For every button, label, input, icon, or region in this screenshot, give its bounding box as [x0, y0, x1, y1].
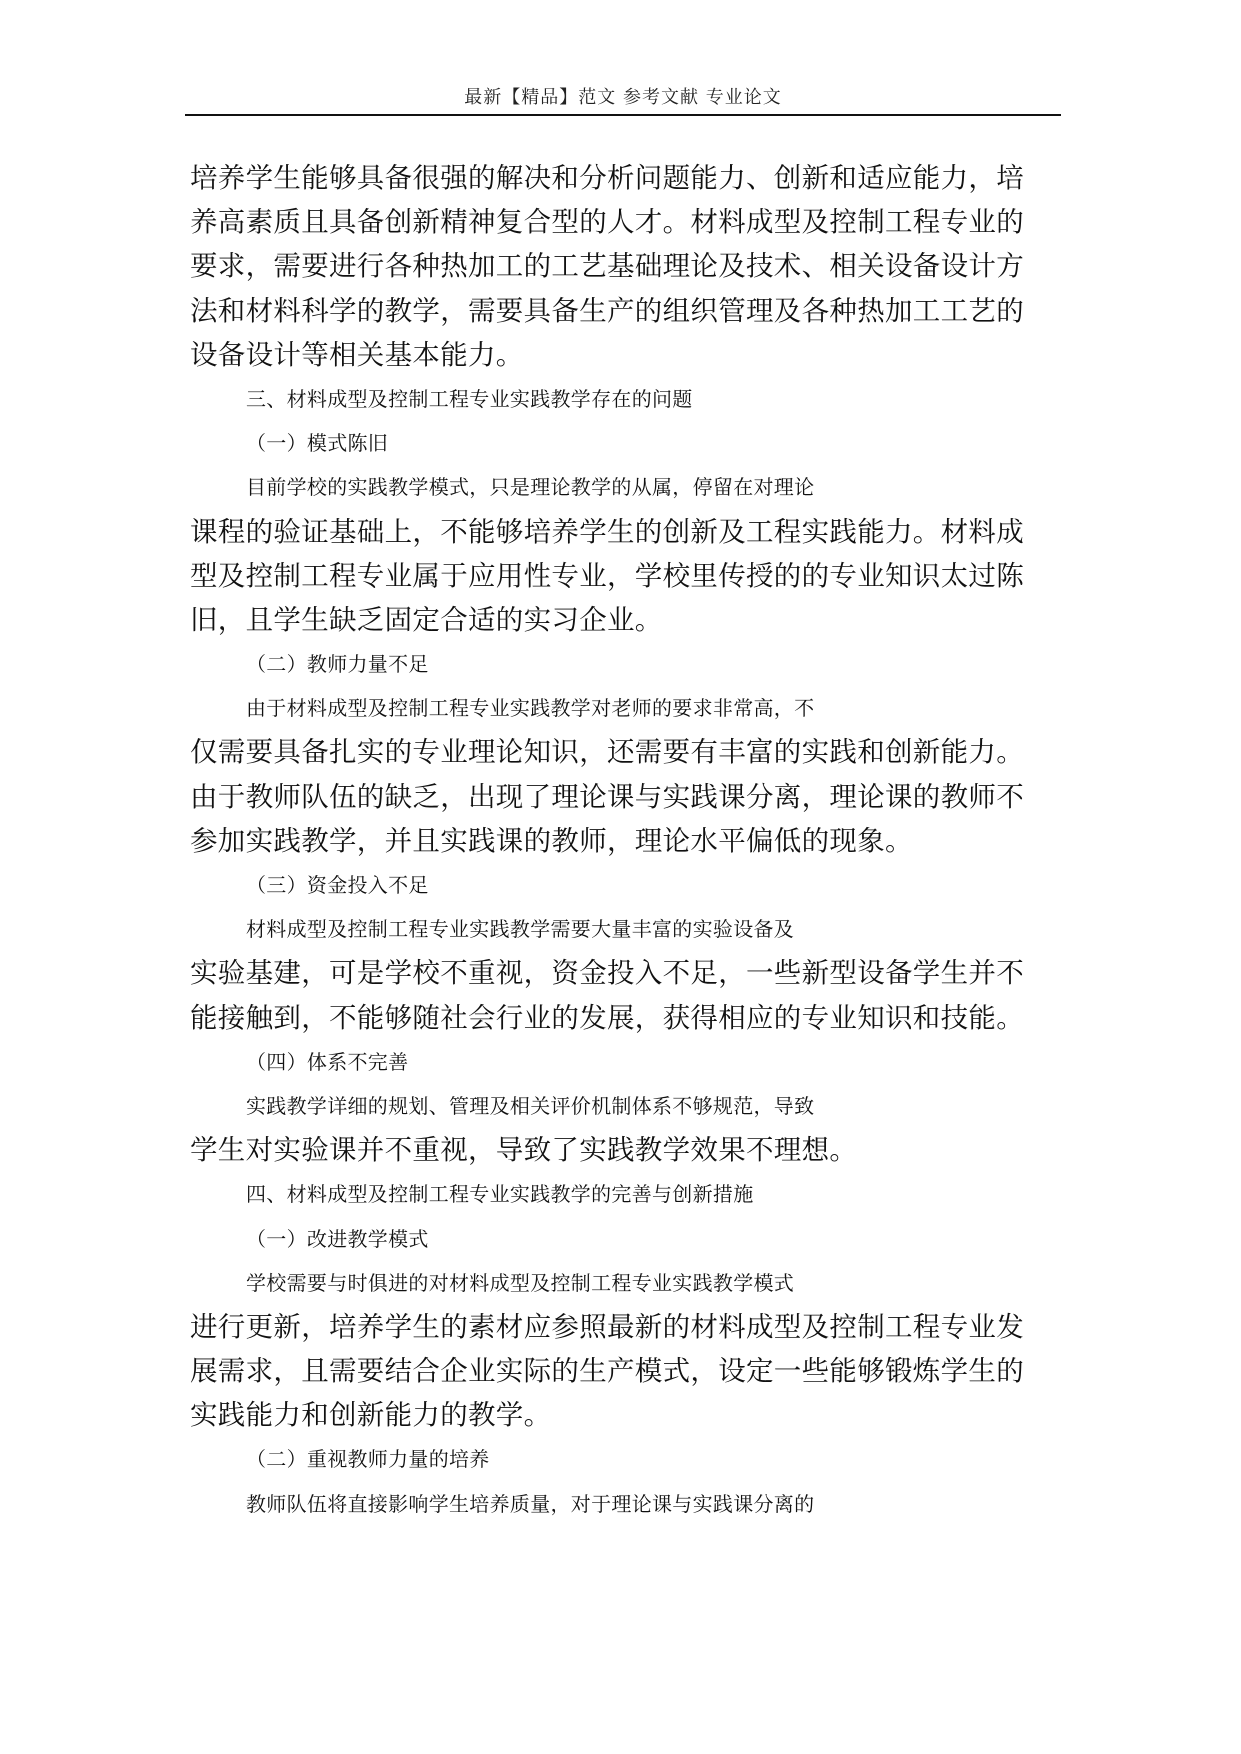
text-line: 由于教师队伍的缺乏，出现了理论课与实践课分离，理论课的教师不	[190, 780, 1024, 813]
page-header: 最新【精品】范文 参考文献 专业论文	[464, 87, 782, 108]
text-line: 由于材料成型及控制工程专业实践教学对老师的要求非常高，不	[246, 696, 815, 721]
text-line: （二）教师力量不足	[246, 652, 429, 677]
text-line: 仅需要具备扎实的专业理论知识，还需要有丰富的实践和创新能力。	[190, 736, 1024, 769]
text-line: （一）改进教学模式	[246, 1226, 429, 1251]
text-line: 学校需要与时俱进的对材料成型及控制工程专业实践教学模式	[246, 1270, 795, 1295]
text-line: 培养学生能够具备很强的解决和分析问题能力、创新和适应能力，培	[190, 162, 1024, 194]
text-line: 学生对实验课并不重视，导致了实践教学效果不理想。	[190, 1134, 858, 1167]
text-line: 目前学校的实践教学模式，只是理论教学的从属，停留在对理论	[246, 475, 815, 500]
text-line: 三、材料成型及控制工程专业实践教学存在的问题	[246, 386, 693, 411]
text-line: 参加实践教学，并且实践课的教师，理论水平偏低的现象。	[190, 824, 913, 857]
text-line: 进行更新，培养学生的素材应参照最新的材料成型及控制工程专业发	[190, 1310, 1024, 1343]
text-line: 法和材料科学的教学，需要具备生产的组织管理及各种热加工工艺的	[190, 294, 1024, 327]
text-line: 要求，需要进行各种热加工的工艺基础理论及技术、相关设备设计方	[190, 250, 1024, 283]
text-line: 设备设计等相关基本能力。	[190, 338, 524, 371]
text-line: （一）模式陈旧	[246, 431, 389, 456]
text-line: 旧，且学生缺乏固定合适的实习企业。	[190, 603, 663, 636]
document-body	[190, 156, 1056, 1526]
text-line: 展需求，且需要结合企业实际的生产模式，设定一些能够锻炼学生的	[190, 1355, 1024, 1388]
header-divider	[185, 114, 1061, 116]
text-line: 四、材料成型及控制工程专业实践教学的完善与创新措施	[246, 1182, 754, 1207]
text-line: 能接触到，不能够随社会行业的发展，获得相应的专业知识和技能。	[190, 1001, 1024, 1034]
text-line: 材料成型及控制工程专业实践教学需要大量丰富的实验设备及	[246, 917, 795, 942]
text-line: 实验基建，可是学校不重视，资金投入不足，一些新型设备学生并不	[190, 957, 1024, 990]
text-line: （三）资金投入不足	[246, 873, 429, 897]
text-line: （二）重视教师力量的培养	[246, 1447, 490, 1472]
text-line: 养高素质且具备创新精神复合型的人才。材料成型及控制工程专业的	[190, 206, 1024, 239]
text-line: 实践能力和创新能力的教学。	[190, 1399, 552, 1432]
text-line: 教师队伍将直接影响学生培养质量，对于理论课与实践课分离的	[246, 1491, 815, 1516]
text-line: 实践教学详细的规划、管理及相关评价机制体系不够规范，导致	[246, 1093, 815, 1118]
text-line: 型及控制工程专业属于应用性专业，学校里传授的的专业知识太过陈	[190, 559, 1024, 592]
text-line: （四）体系不完善	[246, 1049, 409, 1074]
text-line: 课程的验证基础上，不能够培养学生的创新及工程实践能力。材料成	[190, 515, 1024, 548]
